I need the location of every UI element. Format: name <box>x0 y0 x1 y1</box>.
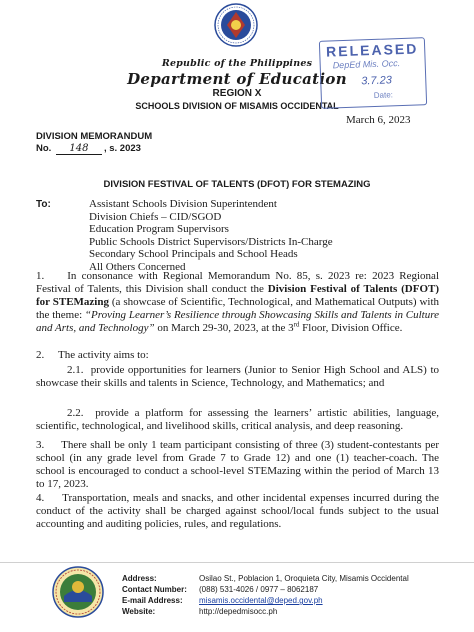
memo-year: , s. 2023 <box>103 143 141 154</box>
contact-row <box>122 584 409 595</box>
website-row <box>122 606 409 617</box>
division-line: SCHOOLS DIVISION OF MISAMIS OCCIDENTAL <box>135 101 339 111</box>
stamp-date-label: Date: <box>373 90 394 100</box>
recipient-item: Secondary School Principals and School Heads <box>89 248 298 261</box>
email-label: E-mail Address: <box>122 596 183 605</box>
address-row <box>122 573 409 584</box>
paragraph-3: 3. There shall be only 1 team participant consisting of three (3) student-contestants per school (in any grade level from Grade 7 to Grade 12) and one (1) teacher-coach. The school is encouraged to conduct a school-level STEMazing within the period of March 13 to 17, 2023. <box>36 439 439 490</box>
recipient-item: Public Schools District Supervisors/Districts In-Charge <box>89 235 333 248</box>
stamp-office: DepEd Mis. Occ. <box>332 58 401 71</box>
recipient-item: Assistant Schools Division Superintendent <box>89 198 277 210</box>
address-label: Address: <box>122 574 157 583</box>
paragraph-1 <box>36 270 439 335</box>
p1-text-d: Floor, Division Office. <box>299 322 403 334</box>
email-link[interactable]: misamis.occidental@deped.gov.ph <box>199 596 323 605</box>
paragraph-2-1 <box>36 364 439 390</box>
recipient-item: Division Chiefs – CID/SGOD <box>89 210 222 223</box>
email-row <box>122 595 409 606</box>
address-value: Osilao St., Poblacion 1, Oroquieta City, Misamis Occidental <box>199 574 409 583</box>
p1-text-a: In consonance with Regional Memorandum No. 85, s. 2023 re: 2023 Regional Festival of Talents, this Division shall conduct the <box>36 270 439 295</box>
memo-number: 148 <box>56 143 102 155</box>
website-link[interactable]: http://depedmisocc.ph <box>199 607 278 616</box>
contact-value: (088) 531-4026 / 0977 – 8062187 <box>199 585 319 594</box>
memo-number-line <box>36 143 141 155</box>
p21-text: 2.1. provide opportunities for learners (Junior to Senior High School and ALS) to showcase their skills and talents in Science, Technology, and Mathematics; and <box>36 364 439 389</box>
p1-number: 1. <box>36 270 45 282</box>
memo-no-label: No. <box>36 143 52 154</box>
division-seal-icon <box>52 566 104 618</box>
deped-seal-icon <box>214 3 258 47</box>
republic-line: Republic of the Philippines <box>161 58 313 69</box>
website-label: Website: <box>122 607 156 616</box>
p1-event-name: Division Festival of Talents (DFOT) for STEMazing <box>36 283 439 308</box>
stamp-status: RELEASED <box>325 40 419 60</box>
contact-label: Contact Number: <box>122 585 187 594</box>
p1-theme: “Proving Learner’s Resilience through Showcasing Skills and Talents in Culture and Arts, and Technology” <box>36 309 439 334</box>
released-stamp <box>319 37 427 109</box>
paragraph-2: 2. The activity aims to: <box>36 349 149 361</box>
memo-heading: DIVISION MEMORANDUM <box>36 131 153 142</box>
p1-text-c: on March 29-30, 2023, at the 3 <box>154 322 294 334</box>
recipient-item: Education Program Supervisors <box>89 223 229 236</box>
memo-subject: DIVISION FESTIVAL OF TALENTS (DFOT) FOR STEMAZING <box>103 179 371 190</box>
p22-text: 2.2. provide a platform for assessing the learners’ artistic abilities, language, scientific, technological, and livelihood skills, critical analysis, and deep reasoning. <box>36 407 439 432</box>
paragraph-4: 4. Transportation, meals and snacks, and other incidental expenses incurred during the conduct of the activity shall be charged against school/local funds subject to the usual accounting and auditing policies, rules, and regulations. <box>36 492 439 530</box>
p1-text-b: (a showcase of Scientific, Technological, and Mathematical Outputs) with the theme: <box>36 296 440 321</box>
p1-superscript: rd <box>293 320 300 329</box>
memo-date: March 6, 2023 <box>346 114 411 126</box>
recipient-list <box>89 198 333 274</box>
footer-contact <box>122 573 409 617</box>
to-label: To: <box>36 199 51 210</box>
footer-divider <box>0 562 474 563</box>
stamp-date: 3.7.23 <box>361 74 393 88</box>
recipient-item: All Others Concerned <box>89 260 186 273</box>
region-line: REGION X <box>212 88 262 99</box>
department-title: Department of Education <box>127 70 347 88</box>
paragraph-2-2 <box>36 407 439 433</box>
